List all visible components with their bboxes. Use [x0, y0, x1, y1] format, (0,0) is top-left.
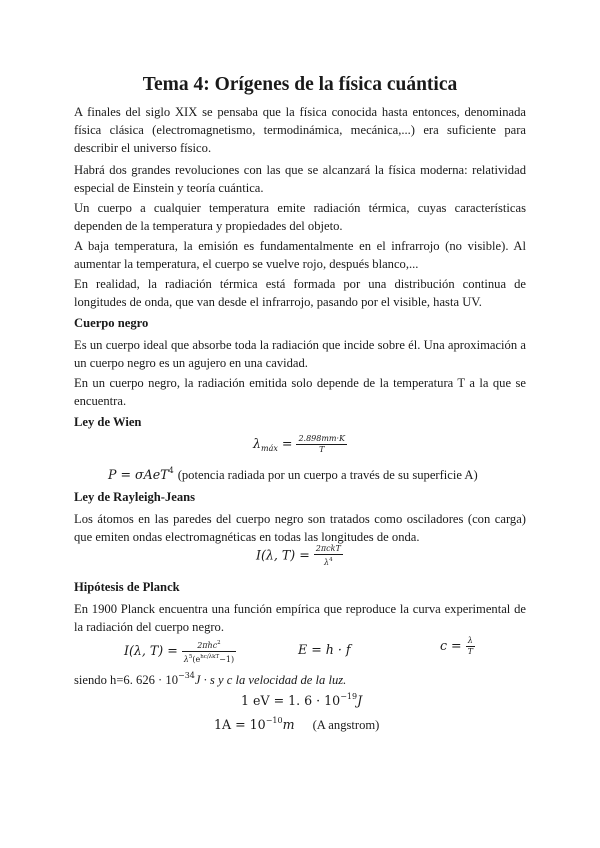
heading-cuerpo-negro: Cuerpo negro	[74, 316, 149, 330]
power-note: (potencia radiada por un cuerpo a través de su superficie A)	[177, 468, 478, 482]
oscillators-paragraph: Los átomos en las paredes del cuerpo negro son tratados como osciladores (con carga) que emiten ondas electromagnéticas en todas las longitudes de onda.	[74, 512, 526, 544]
angstrom-equation: $1A = 10^{-10}m$ (A angstrom)	[214, 716, 380, 732]
heading-rayleigh-jeans: Ley de Rayleigh-Jeans	[74, 490, 196, 504]
low-temperature-paragraph: A baja temperatura, la emisión es fundamentalmente en el infrarrojo (no visible). Al aumentar la temperatura, el cuerpo se vuelve rojo, después blanco,...	[74, 239, 526, 271]
blackbody-definition-paragraph: Es un cuerpo ideal que absorbe toda la radiación que incide sobre él. Una aproximación a un cuerpo negro es un agujero en una cavidad.	[74, 338, 526, 370]
page-title: Tema 4: Orígenes de la física cuántica	[142, 74, 458, 95]
thermal-radiation-paragraph: Un cuerpo a cualquier temperatura emite radiación térmica, cuyas características dependen de la temperatura y propiedades del objeto.	[74, 201, 526, 233]
heading-planck: Hipótesis de Planck	[74, 580, 180, 594]
planck-paragraph: En 1900 Planck encuentra una función empírica que reproduce la curva experimental de la radiación del cuerpo negro.	[74, 602, 526, 634]
electronvolt-equation: 1 eV = 1. $6 \cdot 10^{-19}J$	[241, 692, 363, 708]
light-speed-equation: c = $\frac{\lambda}{T}$	[440, 636, 473, 656]
heading-ley-wien: Ley de Wien	[74, 415, 142, 429]
revolutions-paragraph: Habrá dos grandes revoluciones con las que se alcanzará la física moderna: relatividad especial de Einstein y teoría cuántica.	[74, 163, 526, 195]
planck-constant-line: siendo h=6. $626 \cdot 10^{-34}J \cdot s$ y c la velocidad de la luz.	[74, 671, 347, 687]
wien-equation: $\lambda_{máx}$ = $\frac{2.898mm\cdot K}{T}$	[253, 434, 346, 454]
energy-equation: E = h · f	[298, 642, 351, 657]
power-equation: P = σAeT$^4$ (potencia radiada por un cuerpo a través de su superficie A)	[108, 466, 478, 482]
distribution-paragraph: En realidad, la radiación térmica está formada por una distribución continua de longitudes de onda, que van desde el infrarrojo, pasando por el visible, hasta UV.	[74, 277, 526, 309]
blackbody-temperature-paragraph: En un cuerpo negro, la radiación emitida solo depende de la temperatura T a la que se encuentra.	[74, 376, 526, 408]
intro-paragraph: A finales del siglo XIX se pensaba que la física conocida hasta entonces, denominada física clásica (electromagnetismo, termodinámica, mecánica,...) era suficiente para describir el universo físico.	[74, 105, 526, 155]
rayleigh-jeans-equation: I(λ, T) = $\frac{\text{2πckT}}{\lambda^4}$	[256, 544, 341, 567]
planck-equation: I(λ, T) = $\frac{2\pi hc^2}{\lambda^5(e^{hc/\lambda kT}-1)}$	[124, 640, 235, 664]
